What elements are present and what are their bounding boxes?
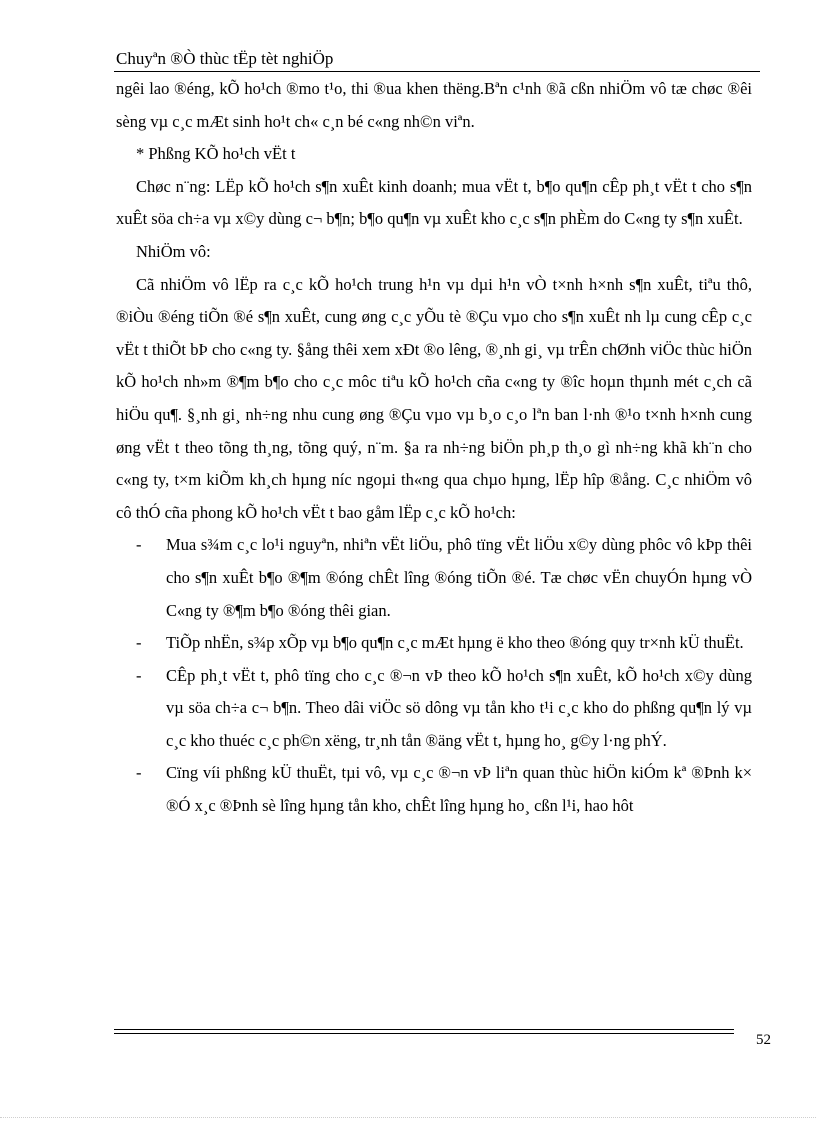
bullet-marker: - (136, 633, 142, 653)
page-number: 52 (756, 1032, 771, 1048)
document-body (116, 73, 752, 823)
list-item (116, 757, 752, 822)
sub-heading: NhiÖm vô: (136, 241, 211, 261)
paragraph: Cã nhiÖm vô lËp ra c¸c kÕ ho¹ch trung h¹n vµ dµi h¹n vÒ t×nh h×nh s¶n xuÊt, tiªu thô, ®iÒu ®éng tiÕn ®é s¶n xuÊt, cung øng c¸c yÕu tè ®Çu vµo cho s¶n xuÊt nh lµ cung cÊp c¸c vËt t thiÕt bÞ cho c«ng ty. §ång thêi xem xÐt ®o lêng, ®¸nh gi¸ vµ trÊn chØnh viÖc thùc hiÖn kÕ ho¹ch nh»m ®¶m b¶o cho c¸c môc tiªu kÕ ho¹ch cña c«ng ty ®îc hoµn thµnh mét c¸ch cã hiÖu qu¶. §¸nh gi¸ nh÷ng nhu cung øng ®Çu vµo vµ b¸o c¸o lªn ban l·nh ®¹o t×nh h×nh cung øng vËt t theo tõng th¸ng, tõng quý, n¨m. §a ra nh÷ng biÖn ph¸p th¸o gì nh÷ng khã kh¨n cho c«ng ty, t×m kiÕm kh¸ch hµng níc ngoµi th«ng qua chµo hµng, lËp hîp ®ång. C¸c nhiÖm vô cô thÓ cña phong kÕ ho¹ch vËt t bao gåm lËp c¸c kÕ ho¹ch: (116, 274, 752, 522)
list-item (116, 627, 752, 660)
list-item (116, 529, 752, 627)
section-heading: * Phßng KÕ ho¹ch vËt t (136, 144, 296, 164)
running-header: Chuyªn ®Ò thùc tËp tèt nghiÖp (116, 49, 334, 68)
list-item-text: Mua s¾m c¸c lo¹i nguyªn, nhiªn vËt liÖu, phô tïng vËt liÖu x©y dùng phôc vô kÞp thêi cho s¶n xuÊt b¶o ®¶m ®óng chÊt lîng ®óng tiÕn ®é. Tæ chøc vËn chuyÓn hµng vÒ C«ng ty ®¶m b¶o ®óng thêi gian. (166, 535, 752, 620)
page-edge-divider (0, 1117, 816, 1118)
bullet-marker: - (136, 535, 142, 555)
paragraph: Chøc n¨ng: LËp kÕ ho¹ch s¶n xuÊt kinh doanh; mua vËt t, b¶o qu¶n cÊp ph¸t vËt t cho s¶n xuÊt söa ch÷a vµ x©y dùng c¬ b¶n; b¶o qu¶n vµ xuÊt kho c¸c s¶n phÈm do C«ng ty s¶n xuÊt. (116, 176, 752, 229)
list-item-text: CÊp ph¸t vËt t, phô tïng cho c¸c ®¬n vÞ theo kÕ ho¹ch s¶n xuÊt, kÕ ho¹ch x©y dùng vµ söa ch÷a c¬ b¶n. Theo dâi viÖc sö dông vµ tån kho t¹i c¸c kho do phßng qu¶n lý vµ c¸c kho thuéc c¸c ph©n xëng, tr¸nh tån ®äng vËt t, hµng ho¸ g©y l·ng phÝ. (166, 665, 752, 750)
bullet-marker: - (136, 665, 142, 685)
list-item-text: TiÕp nhËn, s¾p xÕp vµ b¶o qu¶n c¸c mÆt hµng ë kho theo ®óng quy tr×nh kÜ thuËt. (166, 633, 744, 653)
bullet-marker: - (136, 763, 142, 783)
list-item (116, 660, 752, 758)
paragraph: ngêi lao ®éng, kÕ ho¹ch ®mo t¹o, thi ®ua khen thëng.Bªn c¹nh ®ã cßn nhiÖm vô tæ chøc ®êi sèng vµ c¸c mÆt sinh ho¹t ch« c¸n bé c«ng nh©n viªn. (116, 79, 752, 131)
header-rule (114, 71, 760, 72)
footer-rule (114, 1029, 734, 1034)
list-item-text: Cïng víi phßng kÜ thuËt, tµi vô, vµ c¸c ®¬n vÞ liªn quan thùc hiÖn kiÓm kª ®Þnh k× ®Ó x¸c ®Þnh sè lîng hµng tån kho, chÊt lîng hµng ho¸ cßn l¹i, hao hôt (166, 763, 752, 816)
